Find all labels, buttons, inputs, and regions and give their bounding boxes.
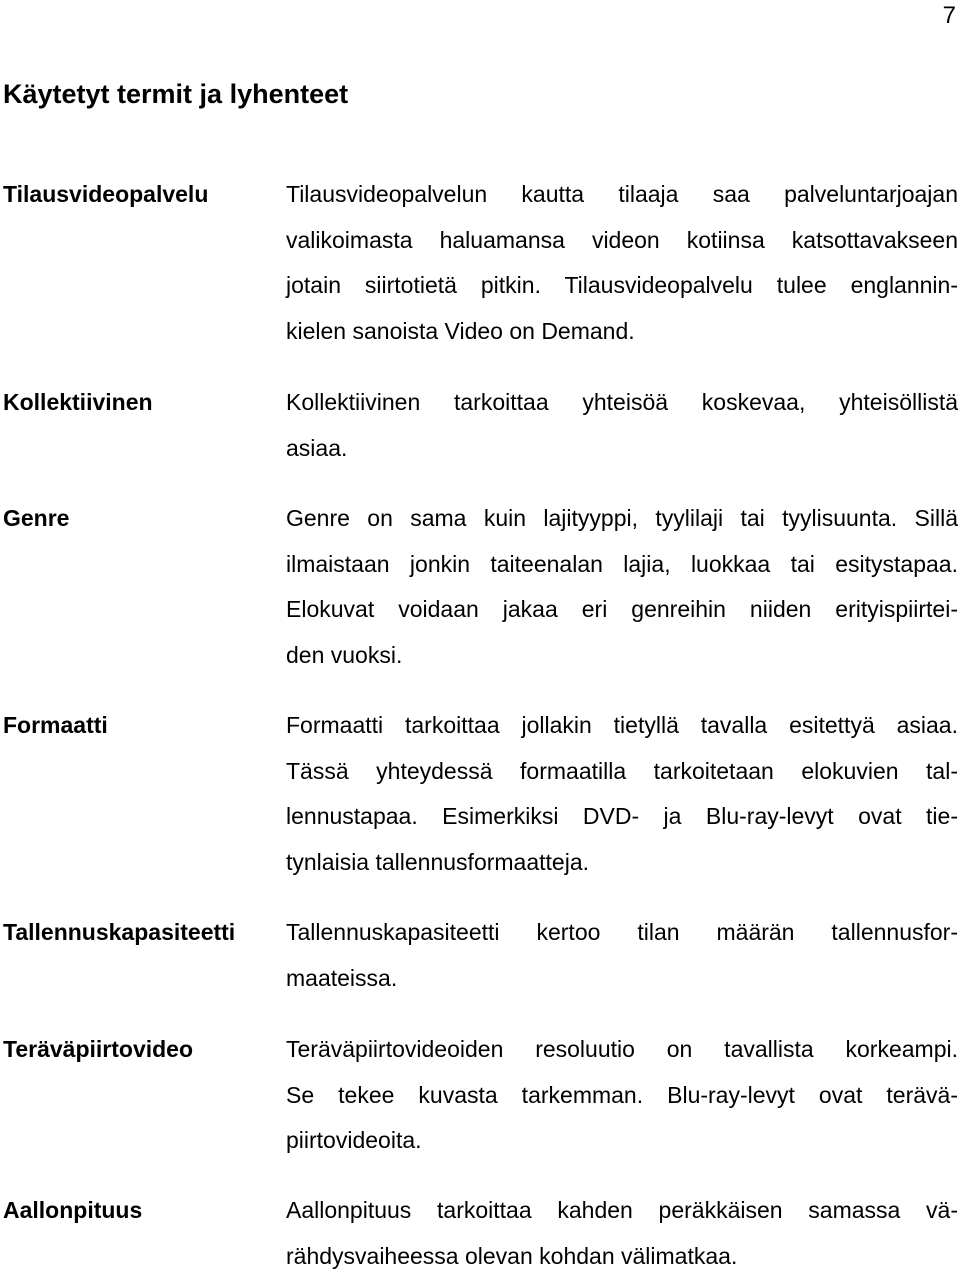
definition-line: lennustapaa. Esimerkiksi DVD- ja Blu-ray-levyt ovat tie-	[286, 794, 958, 840]
definition-line: kielen sanoista Video on Demand.	[286, 309, 958, 355]
term-definition	[286, 703, 958, 885]
definition-line: Tallennuskapasiteetti kertoo tilan määrän tallennusfor-	[286, 910, 958, 956]
term-definition	[286, 1188, 958, 1279]
definition-line: Aallonpituus tarkoittaa kahden peräkkäisen samassa vä-	[286, 1188, 958, 1234]
term-definition	[286, 496, 958, 678]
page-title: Käytetyt termit ja lyhenteet	[3, 74, 348, 114]
definition-line: tynlaisia tallennusformaatteja.	[286, 840, 958, 886]
definition-line: rähdysvaiheessa olevan kohdan välimatkaa.	[286, 1234, 958, 1279]
definition-line: Elokuvat voidaan jakaa eri genreihin niiden erityispiirtei-	[286, 587, 958, 633]
definition-line: piirtovideoita.	[286, 1118, 958, 1164]
definition-line: Genre on sama kuin lajityyppi, tyylilaji tai tyylisuunta. Sillä	[286, 496, 958, 542]
definition-line: Tilausvideopalvelun kautta tilaaja saa palveluntarjoajan	[286, 172, 958, 218]
term-label: Teräväpiirtovideo	[3, 1027, 193, 1072]
definition-line: Tässä yhteydessä formaatilla tarkoitetaan elokuvien tal-	[286, 749, 958, 795]
definition-line: ilmaistaan jonkin taiteenalan lajia, luokkaa tai esitystapaa.	[286, 542, 958, 588]
term-definition	[286, 910, 958, 1001]
definition-line: asiaa.	[286, 426, 958, 472]
definition-line: Formaatti tarkoittaa jollakin tietyllä tavalla esitettyä asiaa.	[286, 703, 958, 749]
term-definition	[286, 1027, 958, 1164]
term-label: Aallonpituus	[3, 1188, 142, 1233]
definition-line: Teräväpiirtovideoiden resoluutio on tavallista korkeampi.	[286, 1027, 958, 1073]
term-definition	[286, 172, 958, 354]
definition-line: valikoimasta haluamansa videon kotiinsa katsottavakseen	[286, 218, 958, 264]
definition-line: den vuoksi.	[286, 633, 958, 679]
page-number: 7	[943, 2, 956, 30]
term-label: Formaatti	[3, 703, 108, 748]
definition-line: maateissa.	[286, 956, 958, 1002]
term-label: Tilausvideopalvelu	[3, 172, 208, 217]
term-label: Tallennuskapasiteetti	[3, 910, 235, 955]
term-label: Kollektiivinen	[3, 380, 153, 425]
term-definition	[286, 380, 958, 471]
definition-line: Kollektiivinen tarkoittaa yhteisöä koskevaa, yhteisöllistä	[286, 380, 958, 426]
definition-line: Se tekee kuvasta tarkemman. Blu-ray-levyt ovat terävä-	[286, 1073, 958, 1119]
definition-line: jotain siirtotietä pitkin. Tilausvideopalvelu tulee englannin-	[286, 263, 958, 309]
term-label: Genre	[3, 496, 69, 541]
